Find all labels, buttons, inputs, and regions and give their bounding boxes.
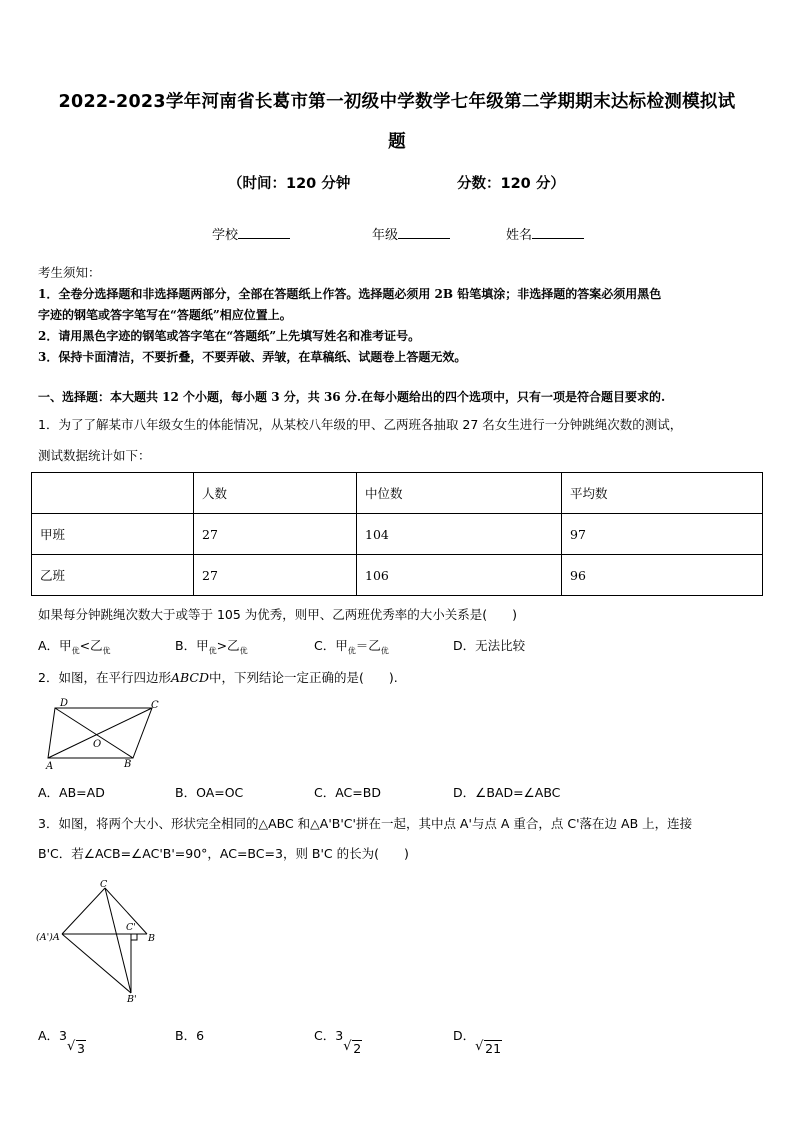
- section-heading: 一、选择题：本大题共 12 个小题，每小题 3 分，共 36 分.在每小题给出的四个选项中，只有一项是符合题目要求的.: [38, 390, 666, 404]
- q2-options: [0, 783, 794, 805]
- option-a-prefix: A．甲: [38, 638, 72, 653]
- table-cell: 乙班: [32, 555, 194, 596]
- table-cell: 96: [562, 555, 763, 596]
- q1-option-c[interactable]: [314, 636, 389, 657]
- q3-options: [0, 1026, 794, 1056]
- label-O: O: [93, 739, 102, 750]
- option-c-sub: 优: [347, 646, 356, 656]
- exam-title-line2: 题: [388, 132, 406, 152]
- q3-option-c[interactable]: [314, 1026, 362, 1056]
- q1-option-b[interactable]: [175, 636, 248, 657]
- option-b-sub: 优: [208, 646, 217, 656]
- table-header-cell: [32, 473, 194, 514]
- name-label: 姓名: [506, 228, 533, 243]
- notice-line3: 3．保持卡面清洁，不要折叠，不要弄破、弄皱，在草稿纸、试题卷上答题无效。: [38, 350, 467, 364]
- option-a-mid: <乙: [79, 638, 103, 653]
- q2-stem-pre: 2．如图，在平行四边形: [38, 670, 171, 685]
- q2-option-a[interactable]: A．AB=AD: [38, 785, 105, 800]
- table-row: [32, 514, 763, 555]
- q1-options: [0, 636, 794, 658]
- triangles-figure: [34, 878, 164, 1006]
- edge-c-bprime: [105, 888, 131, 993]
- table-cell: 104: [357, 514, 562, 555]
- grade-label: 年级: [372, 228, 399, 243]
- q2-option-c[interactable]: C．AC=BD: [314, 785, 381, 800]
- q1-line1: 1．为了了解某市八年级女生的体能情况，从某校八年级的甲、乙两班各抽取 27 名女生进行一分钟跳绳次数的测试，: [38, 417, 683, 432]
- notice-line1b: 字迹的钢笔或答字笔写在“答题纸”相应位置上。: [38, 308, 292, 322]
- option-a-sub2: 优: [102, 646, 111, 656]
- table-row: [32, 555, 763, 596]
- q2-option-b[interactable]: B．OA=OC: [175, 785, 244, 800]
- notice-line1: 1．全卷分选择题和非选择题两部分，全部在答题纸上作答。选择题必须用 2B 铅笔填涂；非选择题的答案必须用黑色: [38, 287, 662, 301]
- label-D: D: [60, 698, 69, 709]
- label-B-prime: B': [127, 994, 137, 1005]
- q2-option-d[interactable]: D．∠BAD=∠ABC: [453, 785, 561, 800]
- edge-ab-prime: [62, 934, 131, 993]
- notice-line2: 2．请用黑色字迹的钢笔或答字笔在“答题纸”上先填写姓名和准考证号。: [38, 329, 421, 343]
- option-d-radicand: 21: [485, 1041, 502, 1056]
- exam-title-line1: 2022-2023学年河南省长葛市第一初级中学数学七年级第二学期期末达标检测模拟试: [58, 92, 736, 112]
- score-info: 分数：120 分）: [457, 176, 565, 192]
- q2-stem-post: 中，下列结论一定正确的是( ).: [209, 670, 398, 685]
- q2-stem-var: ABCD: [170, 670, 209, 685]
- grade-field: [372, 224, 450, 243]
- school-blank: [238, 225, 290, 239]
- diagonal-bd: [55, 708, 133, 758]
- label-C: C: [151, 700, 159, 711]
- label-C: C: [100, 879, 108, 890]
- q2-stem: [38, 667, 398, 688]
- label-C-prime: C': [126, 922, 136, 933]
- option-a-prefix: A．3: [38, 1028, 68, 1043]
- label-A: (A')A: [36, 932, 60, 943]
- right-angle-mark: [131, 934, 137, 940]
- name-blank: [532, 225, 584, 239]
- edge-ac: [62, 888, 105, 934]
- q3-line2: B'C．若∠ACB=∠AC'B'=90°，AC=BC=3，则 B'C 的长为( ): [38, 846, 409, 861]
- option-a-radicand: 3: [77, 1041, 85, 1056]
- option-a-sub: 优: [71, 646, 80, 656]
- label-B: B: [148, 933, 155, 944]
- q1-question: 如果每分钟跳绳次数大于或等于 105 为优秀，则甲、乙两班优秀率的大小关系是( ): [38, 607, 518, 622]
- option-b-prefix: B．甲: [175, 638, 209, 653]
- q1-line2: 测试数据统计如下：: [38, 448, 151, 463]
- table-cell: 97: [562, 514, 763, 555]
- school-label: 学校: [212, 228, 239, 243]
- q3-option-d[interactable]: [453, 1026, 502, 1056]
- option-c-prefix: C．3: [314, 1028, 344, 1043]
- option-c-prefix: C．甲: [314, 638, 348, 653]
- table-cell: 甲班: [32, 514, 194, 555]
- q1-data-table: [31, 472, 763, 596]
- diagonal-ac: [48, 708, 152, 758]
- option-c-mid: ＝乙: [355, 638, 381, 653]
- time-info: （时间：120 分钟: [228, 176, 351, 192]
- option-d-prefix: D．: [453, 1028, 476, 1043]
- name-field: [506, 224, 584, 243]
- table-header-cell: 人数: [194, 473, 357, 514]
- table-cell: 27: [194, 555, 357, 596]
- table-header-cell: 平均数: [562, 473, 763, 514]
- table-header-row: [32, 473, 763, 514]
- option-c-radicand: 2: [353, 1041, 362, 1056]
- notice-heading: 考生须知：: [38, 265, 101, 280]
- q3-option-b[interactable]: B．6: [175, 1028, 205, 1043]
- table-cell: 106: [357, 555, 562, 596]
- q3-option-a[interactable]: [38, 1026, 85, 1056]
- option-b-mid: >乙: [216, 638, 240, 653]
- option-b-sub2: 优: [239, 646, 248, 656]
- table-header-cell: 中位数: [357, 473, 562, 514]
- label-A: A: [46, 761, 54, 772]
- q3-line1: 3．如图，将两个大小、形状完全相同的△ABC 和△A'B'C'拼在一起，其中点 A'与点 A 重合，点 C'落在边 AB 上，连接: [38, 816, 693, 831]
- table-cell: 27: [194, 514, 357, 555]
- label-B: B: [124, 759, 132, 770]
- grade-blank: [398, 225, 450, 239]
- parallelogram-figure: [38, 695, 168, 775]
- option-c-sub2: 优: [380, 646, 389, 656]
- q1-option-d[interactable]: D．无法比较: [453, 638, 526, 653]
- q1-option-a[interactable]: [38, 636, 111, 657]
- school-field: [212, 224, 290, 243]
